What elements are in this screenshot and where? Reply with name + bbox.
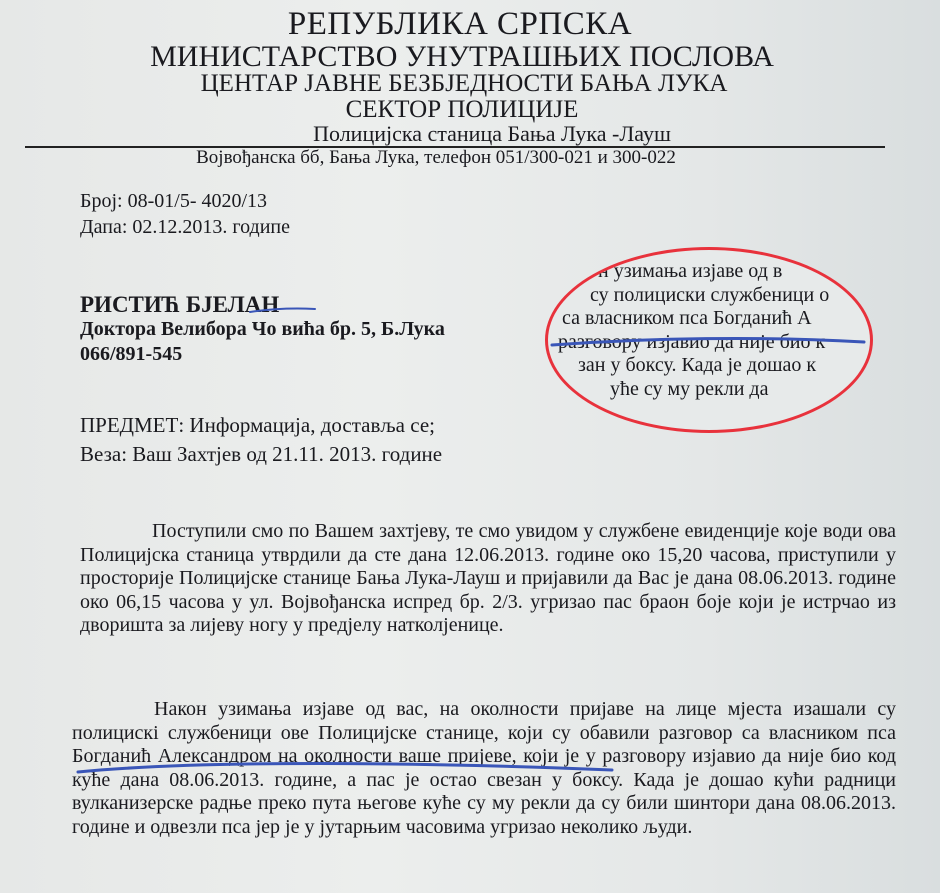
callout-line: зан у боксу. Када је дошао к [578, 354, 817, 376]
callout-line: разговору изјавио да није био к [558, 330, 826, 353]
addressee-street: Доктора Велибора Чо вића бр. 5, Б.Лука [80, 318, 445, 340]
callout-line: су полициски службеници о [590, 283, 830, 306]
callout-line: н узимања изјаве од в [598, 260, 783, 282]
header-ministry: МИНИСТАРСТВО УНУТРАШЊИХ ПОСЛОВА [150, 40, 774, 73]
subject-line: ПРЕДМЕТ: Информација, доставља се; [80, 413, 435, 437]
addressee-name: РИСТИЋ БЈЕЛАН [80, 292, 280, 317]
reference-date: Дапа: 02.12.2013. годипе [80, 216, 290, 238]
body-paragraph-2: Након узимања изјаве од вас, на околности пријаве на лице мјеста изашали су полицискi службеници ове Полицијске станице, који су обавили разговор са власником пса Богданић Александром на околности ваше пријеве, који је у разговору изјавио да није био код куће дана 08.06.2013. године, а пас је остао свезан у боксу. Када је дошао кући радници вулканизерске радње преко пута његове куће су му рекли да су били шинтори дана 08.06.2013. године и одвезли пса јер је у јутарњим часовима угризао неколико људи. [72, 698, 896, 838]
handwritten-underline [78, 764, 612, 773]
callout-underline [552, 338, 864, 345]
header-address: Војвођанска бб, Бања Лука, телефон 051/300-021 и 300-022 [196, 147, 676, 168]
handwritten-underline-addressee [250, 309, 315, 312]
callout-line: са власником пса Богданић А [562, 307, 812, 329]
reference-number: Број: 08-01/5- 4020/13 [80, 190, 268, 212]
header-sector: СЕКТОР ПОЛИЦИЈЕ [345, 96, 579, 123]
reference-link: Веза: Ваш Захтјев од 21.11. 2013. године [80, 442, 443, 466]
callout-line: уће су му рекли да [610, 377, 769, 400]
header-center: ЦЕНТАР ЈАВНЕ БЕЗБЈЕДНОСТИ БАЊА ЛУКА [200, 70, 728, 97]
header-station: Полицијска станица Бања Лука -Лауш [313, 121, 671, 146]
body-paragraph-1: Поступили смо по Вашем захтјеву, те смо увидом у службене евиденције које води ова Полицијска станица утврдили да сте дана 12.06.2013. године око 15,20 часова, приступили у просторије Полицијске станице Бања Лука-Лауш и пријавили да Вас је дана 08.06.2013. године око 06,15 часова у ул. Војвођанска испред бр. 2/3. угризао пас браон боје који је истрчао из дворишта за лијеву ногу у предјелу натколјенице. [80, 520, 896, 636]
header-republic: РЕПУБЛИКА СРПСКА [287, 6, 633, 42]
addressee-phone: 066/891-545 [80, 343, 183, 365]
